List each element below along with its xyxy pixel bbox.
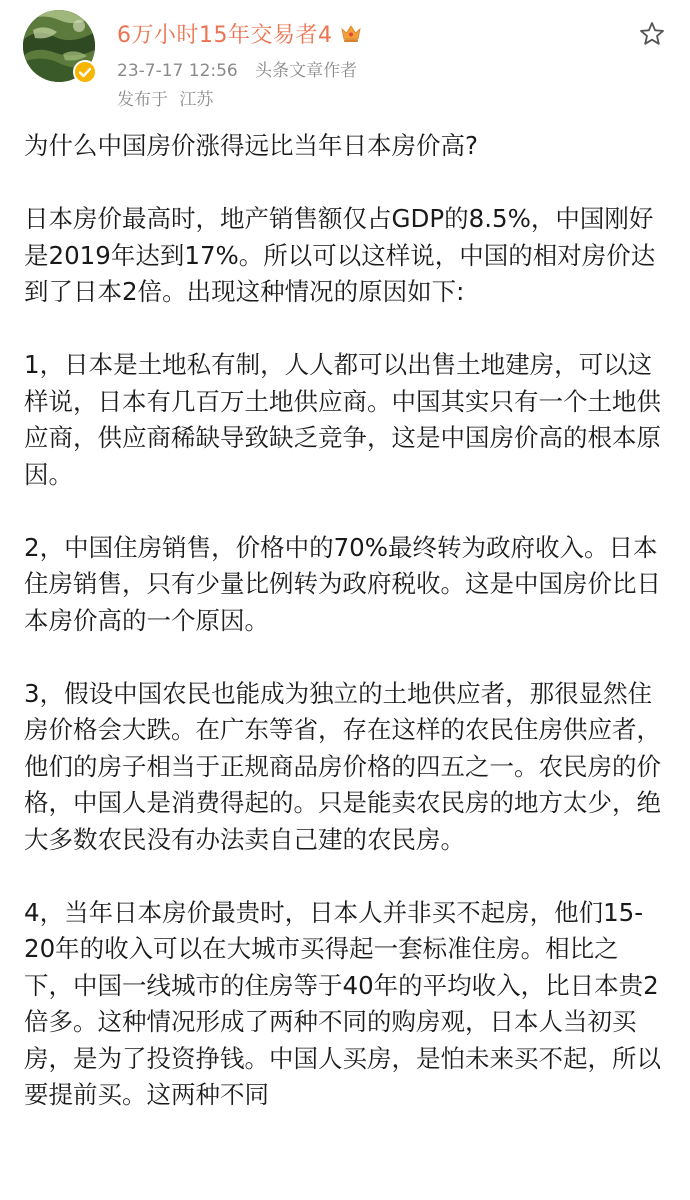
crown-icon	[339, 21, 363, 45]
author-name-row	[117, 16, 363, 50]
post-body	[24, 128, 664, 1150]
post-paragraph: 日本房价最高时，地产销售额仅占GDP的8.5%，中国刚好是2019年达到17%。所以可以这样说，中国的相对房价达到了日本2倍。出现这种情况的原因如下:	[24, 204, 656, 306]
post-paragraph: 2，中国住房销售，价格中的70%最终转为政府收入。日本住房销售，只有少量比例转为政府税收。这是中国房价比日本房价高的一个原因。	[24, 532, 661, 635]
star-icon[interactable]	[638, 20, 666, 48]
location-prefix: 发布于	[117, 90, 168, 110]
post-paragraph: 1，日本是土地私有制，人人都可以出售土地建房，可以这样说，日本有几百万土地供应商。中国其实只有一个土地供应商，供应商稀缺导致缺乏竞争，这是中国房价高的根本原因。	[24, 350, 661, 489]
post-location	[117, 85, 213, 110]
avatar[interactable]	[23, 10, 95, 82]
post-header	[0, 0, 690, 118]
post-meta	[117, 56, 369, 81]
verified-badge-icon	[73, 60, 97, 84]
post-date: 23-7-17 12:56	[117, 61, 238, 81]
author-name[interactable]: 6万小时15年交易者4	[117, 22, 333, 48]
location-value: 江苏	[179, 90, 214, 110]
post-source: 头条文章作者	[255, 61, 358, 81]
post-paragraph: 3，假设中国农民也能成为独立的土地供应者，那很显然住房价格会大跌。在广东等省，存在这样的农民住房供应者，他们的房子相当于正规商品房价格的四五之一。农民房的价格，中国人是消费得起的。只是能卖农民房的地方太少，绝大多数农民没有办法卖自己建的农民房。	[24, 678, 661, 854]
post-paragraph: 为什么中国房价涨得远比当年日本房价高?	[24, 131, 479, 160]
post-paragraph: 4，当年日本房价最贵时，日本人并非买不起房，他们15-20年的收入可以在大城市买得起一套标准住房。相比之下，中国一线城市的住房等于40年的平均收入，比日本贵2倍多。这种情况形成了两种不同的购房观，日本人当初买房，是为了投资挣钱。中国人买房，是怕未来买不起，所以要提前买。这两种不同	[24, 897, 661, 1109]
